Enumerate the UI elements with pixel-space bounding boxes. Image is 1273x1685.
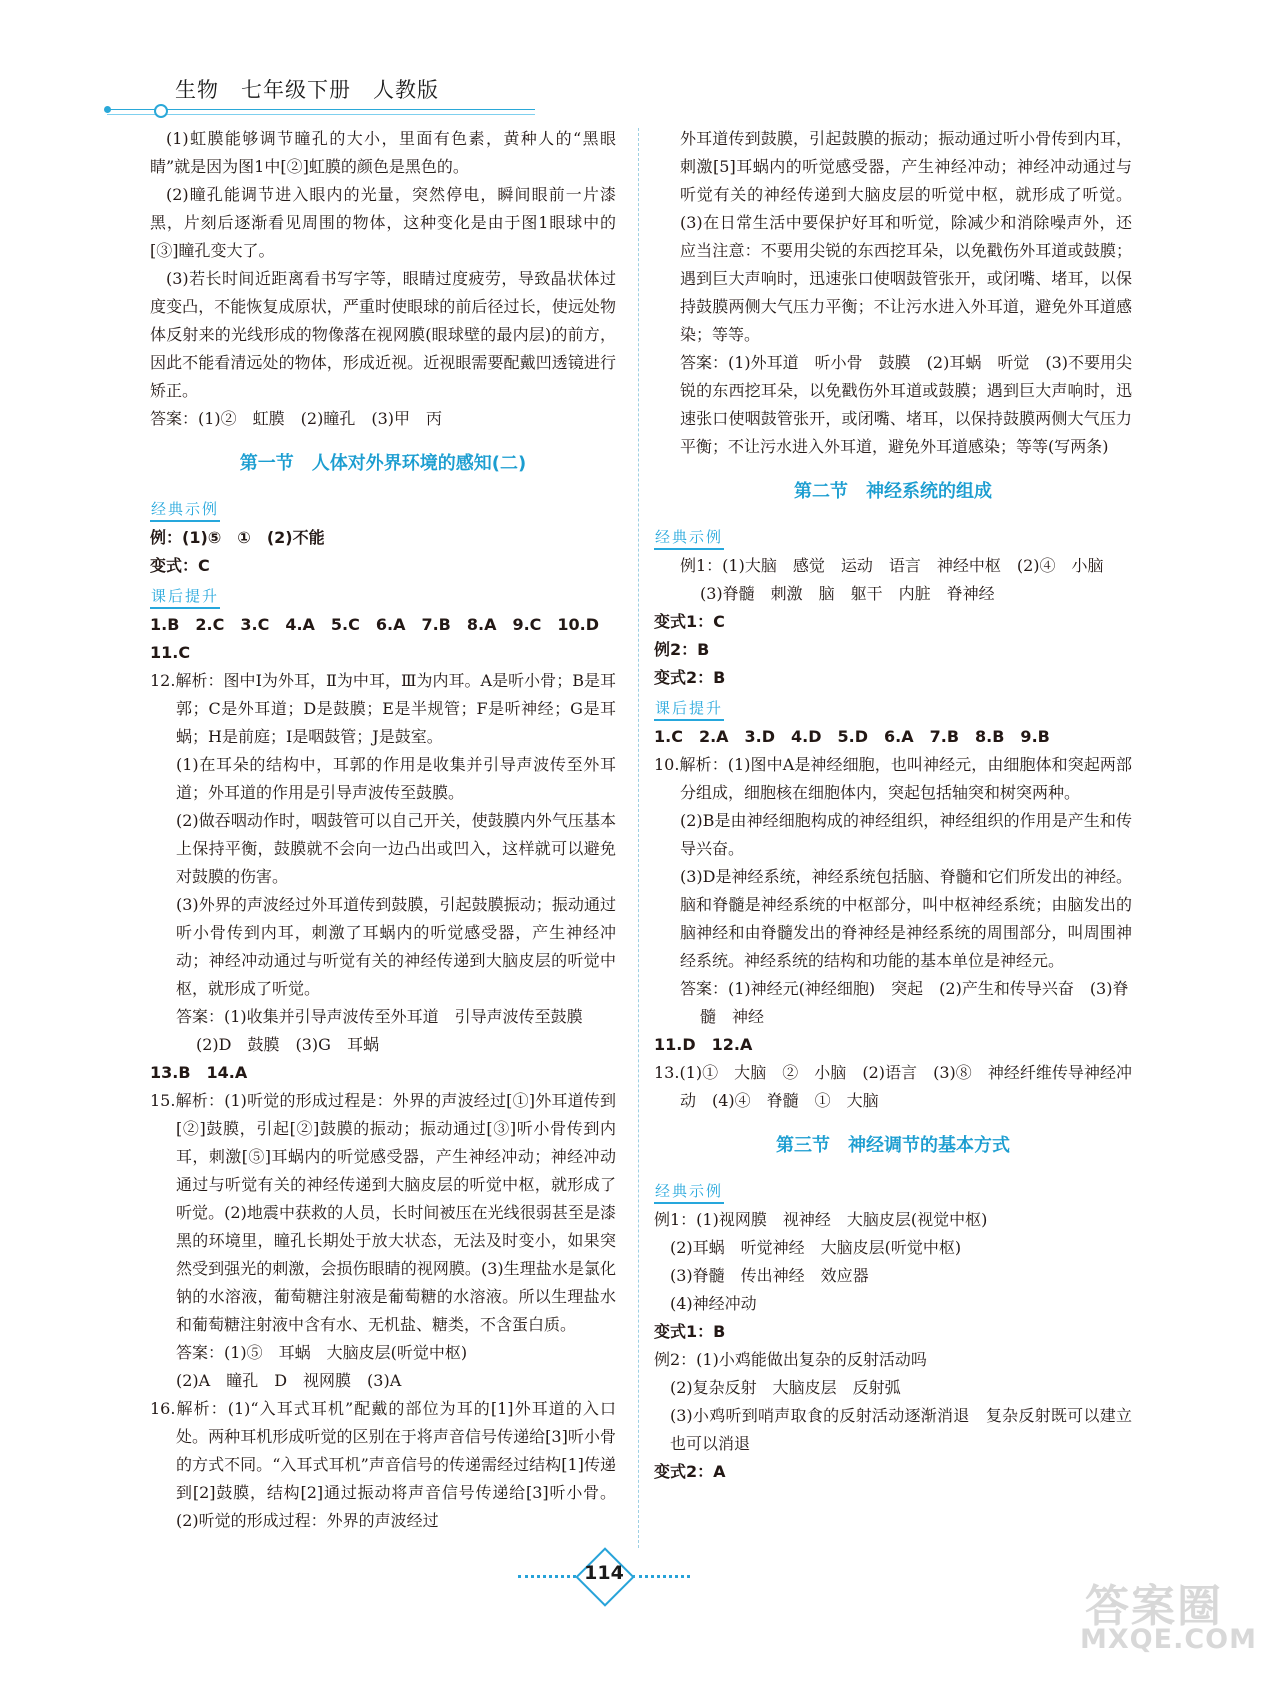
header-dot-decoration	[104, 106, 111, 113]
header-ring-decoration	[154, 104, 168, 118]
choice-answers: 11.C	[150, 643, 191, 662]
answer-line: 答案：(1)② 虹膜 (2)瞳孔 (3)甲 丙	[150, 409, 442, 428]
section-title: 第二节 神经系统的组成	[794, 481, 992, 502]
watermark-url: MXQE.COM	[1080, 1624, 1257, 1655]
answer-line: 答案：(1)收集并引导声波传至外耳道 引导声波传至鼓膜 (2)D 鼓膜 (3)G 耳蜗	[176, 1007, 599, 1054]
example-answer: (3)脊髓 传出神经 效应器	[670, 1266, 869, 1285]
example-answer: (4)神经冲动	[670, 1294, 757, 1313]
variant-answer: 变式2：A	[654, 1462, 726, 1481]
variant-answer: 变式2：B	[654, 668, 726, 687]
section-title: 第三节 神经调节的基本方式	[776, 1135, 1010, 1156]
answer-line: 答案：(1)外耳道 听小骨 鼓膜 (2)耳蜗 听觉 (3)不要用尖锐的东西挖耳朵，以免戳伤外耳道或鼓膜；遇到巨大声响时，迅速张口使咽鼓管张开，或闭嘴、堵耳，以保持鼓膜两侧大气压力平衡；不让污水进入外耳道，避免外耳道感染；等等(写两条)	[680, 353, 1132, 456]
page-number: 114	[584, 1562, 624, 1584]
variant-answer: 变式：C	[150, 556, 210, 575]
header-rule	[107, 109, 535, 110]
footer-dots-right	[632, 1575, 690, 1578]
question-analysis: 12.解析：图中Ⅰ为外耳，Ⅱ为中耳，Ⅲ为内耳。A是听小骨；B是耳郭；C是外耳道；D是鼓膜；E是半规管；F是听神经；G是耳蜗；H是前庭；I是咽鼓管；J是鼓室。	[150, 671, 616, 746]
choice-answers: 11.D 12.A	[654, 1035, 753, 1054]
left-column	[150, 125, 616, 1535]
answer-text: (3)若长时间近距离看书写字等，眼睛过度疲劳，导致晶状体过度变凸，不能恢复成原状，严重时使眼球的前后径过长，使远处物体反射来的光线形成的物像落在视网膜(眼球壁的最内层)的前方，因此不能看清远处的物体，形成近视。近视眼需要配戴凹透镜进行矫正。	[150, 269, 616, 400]
header-rule-secondary	[107, 114, 535, 115]
watermark-logo: 答案圈	[1085, 1581, 1223, 1632]
column-divider	[638, 128, 639, 1548]
right-column	[654, 125, 1132, 1486]
analysis-paragraph: (3)D是神经系统，神经系统包括脑、脊髓和它们所发出的神经。脑和脊髓是神经系统的中枢部分，叫中枢神经系统；由脑发出的脑神经和由脊髓发出的脊神经是神经系统的周围部分，叫周围神经系统。神经系统的结构和功能的基本单位是神经元。	[680, 867, 1132, 970]
footer-dots-left	[518, 1575, 576, 1578]
example-answer: 例1：(1)视网膜 视神经 大脑皮层(视觉中枢)	[654, 1210, 988, 1229]
variant-answer: 变式1：B	[654, 1322, 726, 1341]
section-tag: 课后提升	[654, 698, 724, 721]
choice-answers: 1.C 2.A 3.D 4.D 5.D 6.A 7.B 8.B 9.B	[654, 727, 1050, 746]
question-analysis: 15.解析：(1)听觉的形成过程是：外界的声波经过[①]外耳道传到[②]鼓膜，引起[②]鼓膜的振动；振动通过[③]听小骨传到内耳，刺激[⑤]耳蜗内的听觉感受器，产生神经冲动；神经冲动通过与听觉有关的神经传递到大脑皮层的听觉中枢，就形成了听觉。(2)地震中获救的人员，长时间被压在光线很弱甚至是漆黑的环境里，瞳孔长期处于放大状态，无法及时变小，如果突然受到强光的刺激，会损伤眼睛的视网膜。(3)生理盐水是氯化钠的水溶液，葡萄糖注射液是葡萄糖的水溶液。所以生理盐水和葡萄糖注射液中含有水、无机盐、糖类，不含蛋白质。	[150, 1091, 616, 1334]
question-answer: 13.(1)① 大脑 ② 小脑 (2)语言 (3)⑧ 神经纤维传导神经冲动 (4)④ 脊髓 ① 大脑	[654, 1063, 1132, 1110]
section-title: 第一节 人体对外界环境的感知(二)	[239, 453, 527, 474]
example-answer: 例：(1)⑤ ① (2)不能	[150, 528, 325, 547]
example-answer: 例2：B	[654, 640, 710, 659]
analysis-paragraph: (3)外界的声波经过外耳道传到鼓膜，引起鼓膜振动；振动通过听小骨传到内耳，刺激了耳蜗内的听觉感受器，产生神经冲动；神经冲动通过与听觉有关的神经传递到大脑皮层的听觉中枢，就形成了听觉。	[176, 895, 616, 998]
answer-line: (2)A 瞳孔 D 视网膜 (3)A	[176, 1371, 402, 1390]
section-tag: 经典示例	[150, 499, 220, 522]
section-tag: 经典示例	[654, 527, 724, 550]
answer-line: 答案：(1)⑤ 耳蜗 大脑皮层(听觉中枢)	[176, 1343, 468, 1362]
example-answer: 例1：(1)大脑 感觉 运动 语言 神经中枢 (2)④ 小脑 (3)脊髓 刺激 脑 躯干 内脏 脊神经	[680, 556, 1120, 603]
example-answer: 例2：(1)小鸡能做出复杂的反射活动吗	[654, 1350, 927, 1369]
variant-answer: 变式1：C	[654, 612, 725, 631]
analysis-paragraph: (2)做吞咽动作时，咽鼓管可以自己开关，使鼓膜内外气压基本上保持平衡，鼓膜就不会向一边凸出或凹入，这样就可以避免对鼓膜的伤害。	[176, 811, 616, 886]
example-answer: (2)复杂反射 大脑皮层 反射弧	[670, 1378, 901, 1397]
answer-text: (2)瞳孔能调节进入眼内的光量，突然停电，瞬间眼前一片漆黑，片刻后逐渐看见周围的物体，这种变化是由于图1眼球中的[③]瞳孔变大了。	[150, 185, 616, 260]
section-tag: 课后提升	[150, 586, 220, 609]
example-answer: (2)耳蜗 听觉神经 大脑皮层(听觉中枢)	[670, 1238, 962, 1257]
example-answer: (3)小鸡听到哨声取食的反射活动逐渐消退 复杂反射既可以建立也可以消退	[670, 1406, 1132, 1453]
question-analysis: 16.解析：(1)“入耳式耳机”配戴的部位为耳的[1]外耳道的入口处。两种耳机形成听觉的区别在于将声音信号传递给[3]听小骨的方式不同。“入耳式耳机”声音信号的传递需经过结构[1]传递到[2]鼓膜，结构[2]通过振动将声音信号传递给[3]听小骨。(2)听觉的形成过程：外界的声波经过	[150, 1399, 616, 1530]
choice-answers: 1.B 2.C 3.C 4.A 5.C 6.A 7.B 8.A 9.C 10.D	[150, 615, 600, 634]
analysis-paragraph: (2)B是由神经细胞构成的神经组织，神经组织的作用是产生和传导兴奋。	[680, 811, 1132, 858]
analysis-paragraph: (1)在耳朵的结构中，耳郭的作用是收集并引导声波传至外耳道；外耳道的作用是引导声波传至鼓膜。	[176, 755, 616, 802]
answer-line: 答案：(1)神经元(神经细胞) 突起 (2)产生和传导兴奋 (3)脊髓 神经	[680, 979, 1129, 1026]
section-tag: 经典示例	[654, 1181, 724, 1204]
choice-answers: 13.B 14.A	[150, 1063, 248, 1082]
question-analysis: 10.解析：(1)图中A是神经细胞，也叫神经元，由细胞体和突起两部分组成，细胞核在细胞体内，突起包括轴突和树突两种。	[654, 755, 1132, 802]
page-header-title: 生物 七年级下册 人教版	[175, 78, 439, 102]
answer-text: (1)虹膜能够调节瞳孔的大小，里面有色素，黄种人的“黑眼睛”就是因为图1中[②]虹膜的颜色是黑色的。	[150, 129, 616, 176]
analysis-paragraph: 外耳道传到鼓膜，引起鼓膜的振动；振动通过听小骨传到内耳，刺激[5]耳蜗内的听觉感受器，产生神经冲动；神经冲动通过与听觉有关的神经传递到大脑皮层的听觉中枢，就形成了听觉。(3)在日常生活中要保护好耳和听觉，除减少和消除噪声外，还应当注意：不要用尖锐的东西挖耳朵，以免戳伤外耳道或鼓膜；遇到巨大声响时，迅速张口使咽鼓管张开，或闭嘴、堵耳，以保持鼓膜两侧大气压力平衡；不让污水进入外耳道，避免外耳道感染；等等。	[680, 129, 1132, 344]
